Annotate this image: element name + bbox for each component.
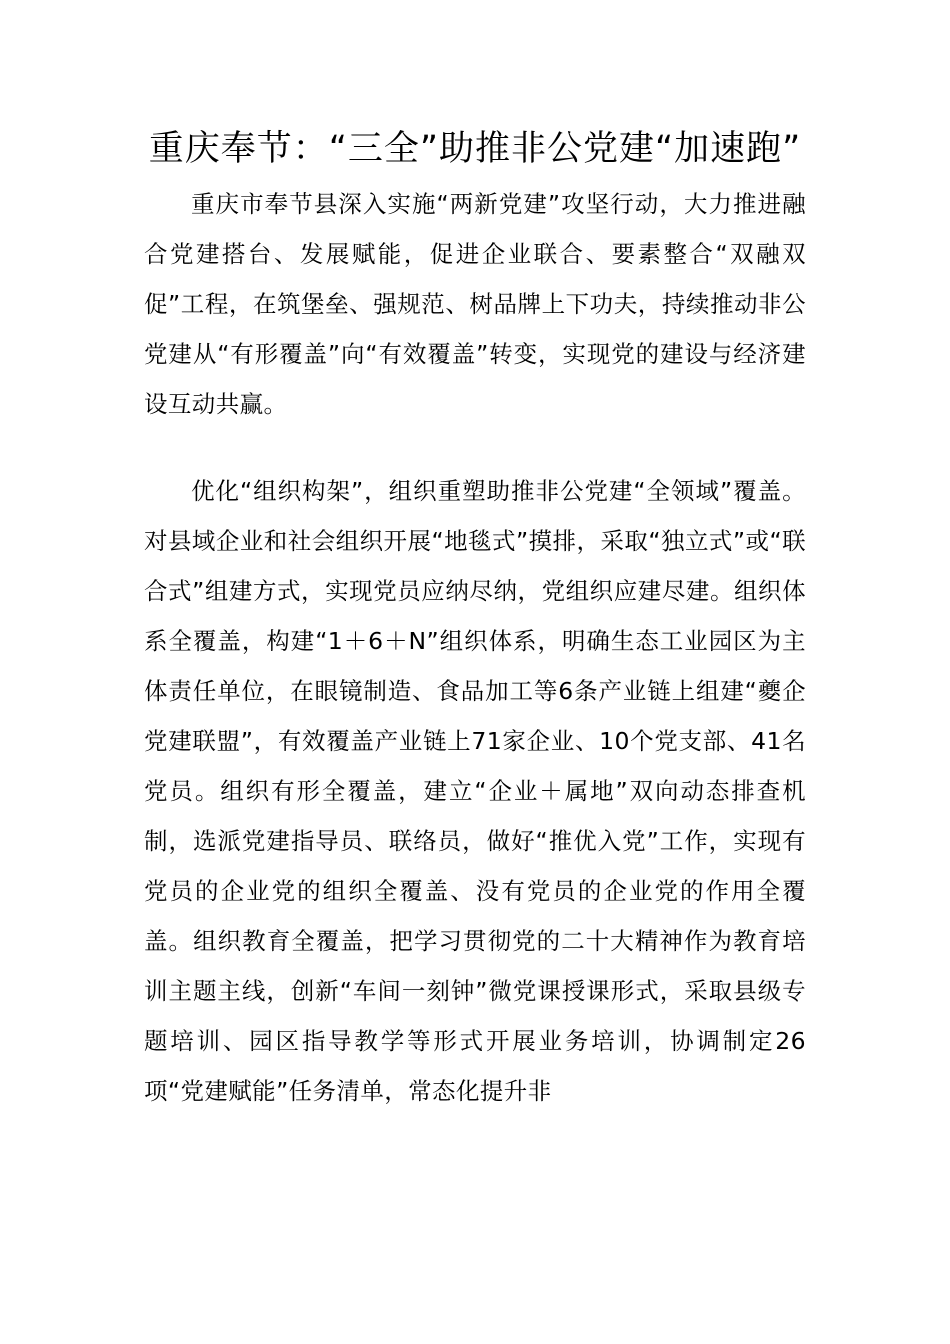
intro-paragraph: 重庆市奉节县深入实施“两新党建”攻坚行动，大力推进融合党建搭台、发展赋能，促进企业联合、要素整合“双融双促”工程，在筑堡垒、强规范、树品牌上下功夫，持续推动非公党建从“有形覆盖”向“有效覆盖”转变，实现党的建设与经济建设互动共赢。 [144, 190, 806, 418]
document-page [144, 126, 806, 1116]
document-title: 重庆奉节：“三全”助推非公党建“加速跑” [148, 129, 802, 169]
body-paragraph: 优化“组织构架”，组织重塑助推非公党建“全领域”覆盖。对县域企业和社会组织开展“地毯式”摸排，采取“独立式”或“联合式”组建方式，实现党员应纳尽纳，党组织应建尽建。组织体系全覆盖，构建“1＋6＋N”组织体系，明确生态工业园区为主体责任单位，在眼镜制造、食品加工等6条产业链上组建“夔企党建联盟”，有效覆盖产业链上71家企业、10个党支部、41名党员。组织有形全覆盖，建立“企业＋属地”双向动态排查机制，选派党建指导员、联络员，做好“推优入党”工作，实现有党员的企业党的组织全覆盖、没有党员的企业党的作用全覆盖。组织教育全覆盖，把学习贯彻党的二十大精神作为教育培训主题主线，创新“车间一刻钟”微党课授课形式，采取县级专题培训、园区指导教学等形式开展业务培训，协调制定26项“党建赋能”任务清单，常态化提升非 [144, 477, 806, 1105]
